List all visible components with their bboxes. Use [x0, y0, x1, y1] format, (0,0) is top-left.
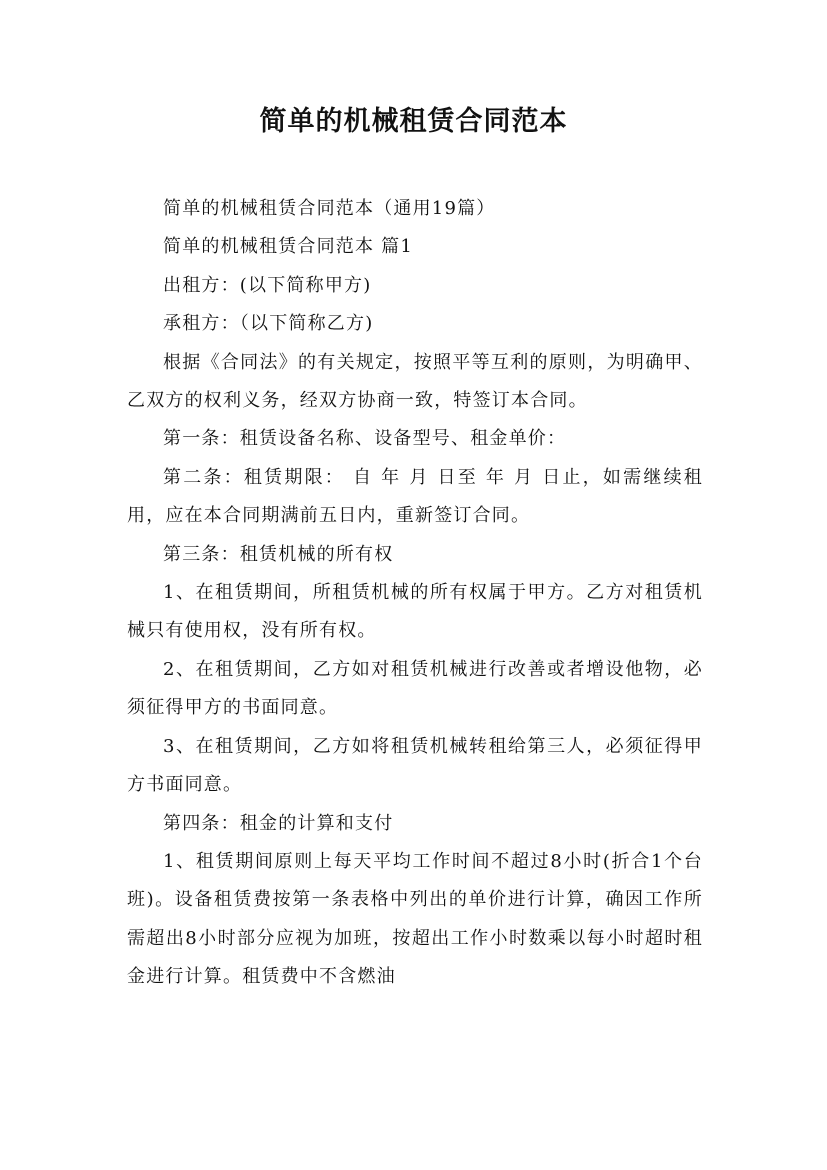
paragraph-article-3: 第三条：租赁机械的所有权: [163, 543, 394, 565]
paragraph-lessee: 承租方：（以下简称乙方): [163, 313, 374, 335]
paragraph-article-4: 第四条：租金的计算和支付: [163, 812, 394, 834]
paragraph-subtitle: 简单的机械租赁合同范本（通用19篇）: [163, 198, 496, 219]
paragraph-article-4-item-1: 1、租赁期间原则上每天平均工作时间不超过8小时(折合1个台班)。设备租赁费按第一条表格中列出的单价进行计算，确因工作所需超出8小时部分应视为加班，按超出工作小时数乘以每小时超时租金进行计算。租赁费中不含燃油: [127, 850, 703, 988]
paragraph-article-3-item-1: 1、在租赁期间，所租赁机械的所有权属于甲方。乙方对租赁机械只有使用权，没有所有权。: [127, 582, 703, 642]
paragraph-section-heading: 简单的机械租赁合同范本 篇1: [163, 236, 413, 258]
paragraph-article-3-item-2: 2、在租赁期间，乙方如对租赁机械进行改善或者增设他物，必须征得甲方的书面同意。: [127, 658, 703, 719]
paragraph-article-1: 第一条：租赁设备名称、设备型号、租金单价：: [163, 428, 567, 450]
paragraph-preamble: 根据《合同法》的有关规定，按照平等互利的原则，为明确甲、乙双方的权利义务，经双方协商一致，特签订本合同。: [127, 351, 703, 412]
paragraph-lessor: 出租方：(以下简称甲方): [163, 274, 372, 296]
paragraph-article-2: 第二条：租赁期限： 自 年 月 日至 年 月 日止，如需继续租用，应在本合同期满前五日内，重新签订合同。: [127, 466, 703, 527]
document-title: 简单的机械租赁合同范本: [259, 106, 568, 137]
paragraph-article-3-item-3: 3、在租赁期间，乙方如将租赁机械转租给第三人，必须征得甲方书面同意。: [127, 735, 703, 796]
document-body: [127, 190, 703, 997]
